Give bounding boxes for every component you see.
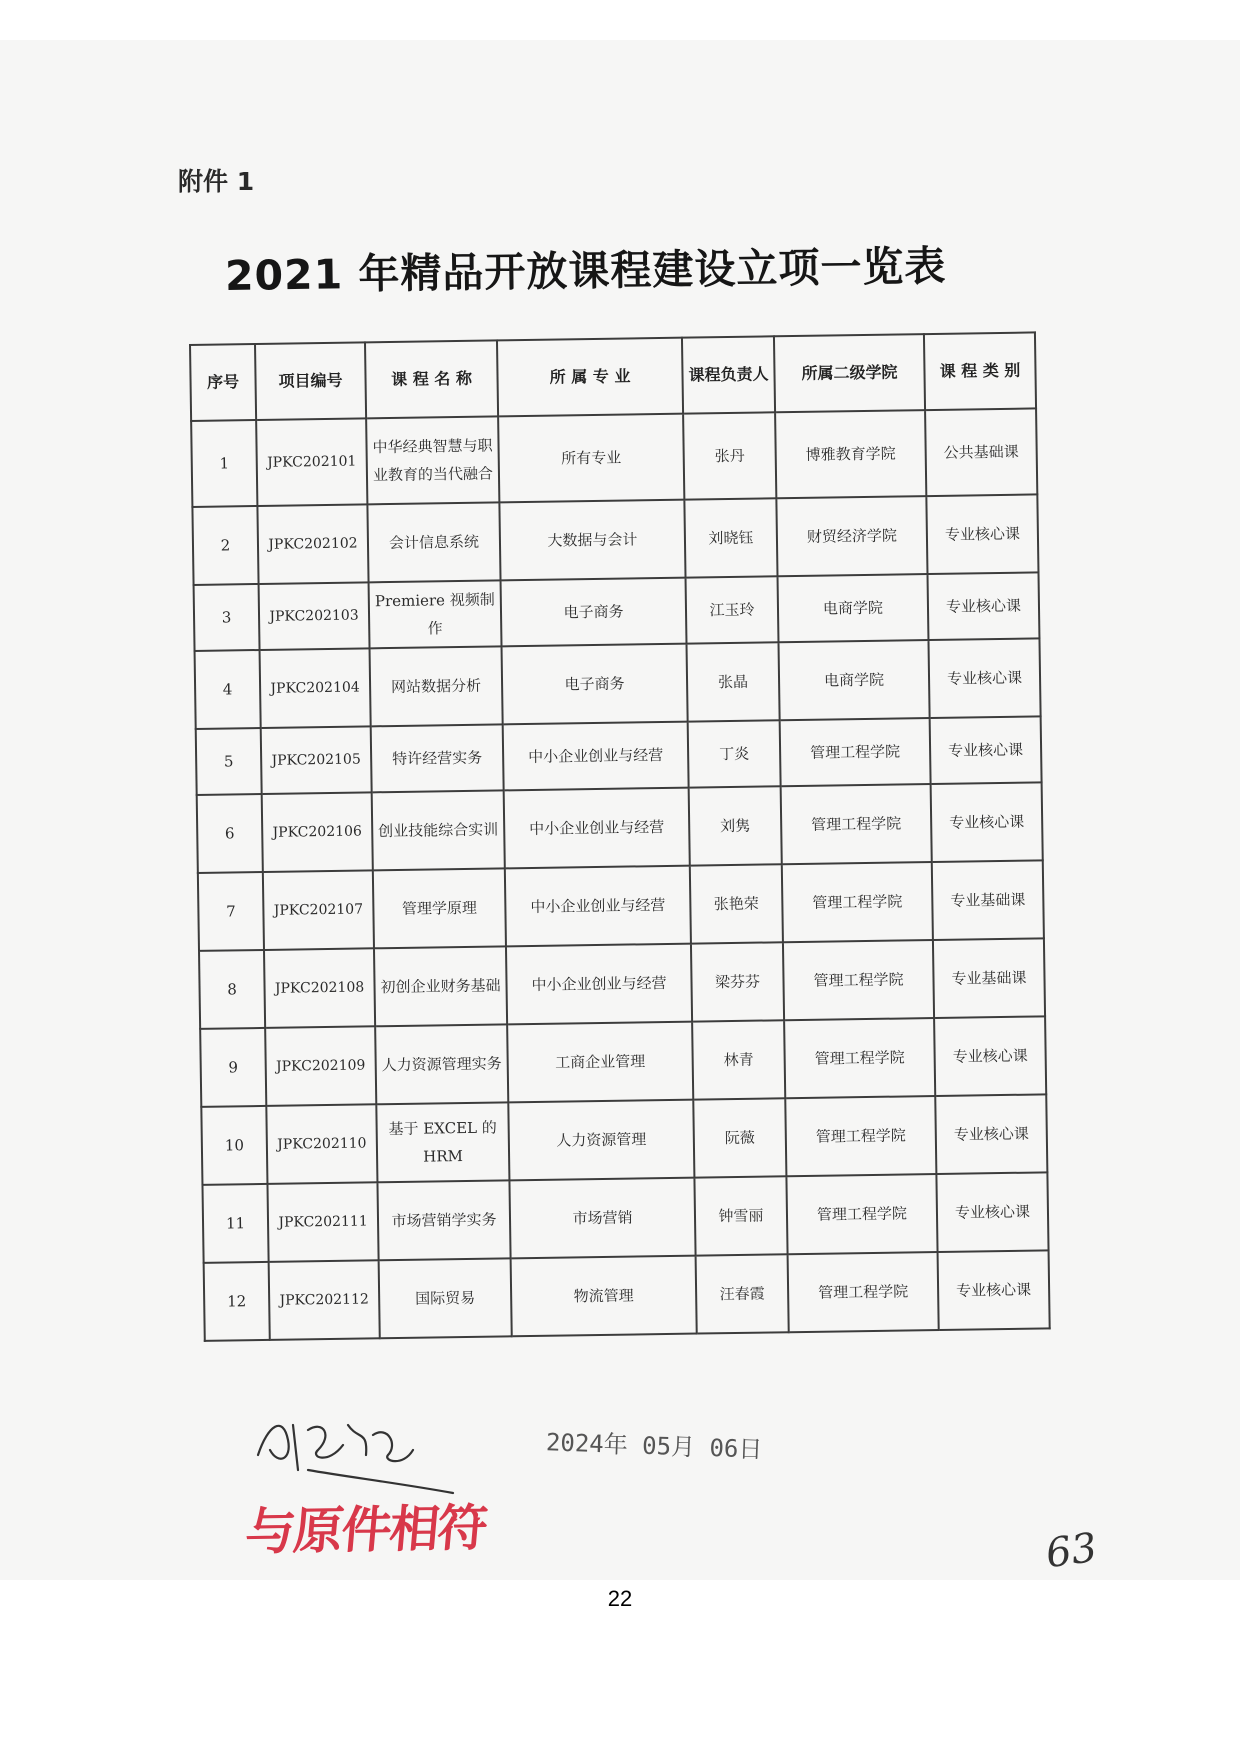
cell-college: 管理工程学院 — [786, 1174, 937, 1254]
attachment-label: 附件 1 — [178, 167, 255, 196]
cell-instructor: 刘晓钰 — [684, 498, 777, 577]
cell-instructor: 丁炎 — [688, 720, 781, 787]
cell-index: 5 — [196, 728, 262, 795]
cell-college: 博雅教育学院 — [775, 410, 926, 498]
cell-category: 专业核心课 — [931, 782, 1043, 862]
table-row — [194, 572, 1040, 651]
cell-course-name: 初创企业财务基础 — [374, 946, 507, 1026]
cell-major: 所有专业 — [498, 414, 684, 503]
cell-major: 中小企业创业与经营 — [506, 944, 692, 1025]
cell-category: 专业核心课 — [926, 494, 1038, 574]
header-instructor: 课程负责人 — [682, 336, 775, 413]
cell-course-name: 中华经典智慧与职业教育的当代融合 — [366, 416, 499, 504]
cell-major: 物流管理 — [511, 1256, 697, 1337]
page-number: 22 — [607, 1586, 633, 1611]
cell-category: 专业核心课 — [935, 1094, 1047, 1174]
header-course-name: 课 程 名 称 — [365, 340, 498, 418]
table-row — [192, 494, 1038, 585]
signature-date: 2024年 05月 06日 — [545, 1428, 763, 1464]
header-project-code: 项目编号 — [255, 342, 366, 420]
cell-instructor: 张艳荣 — [690, 864, 783, 943]
cell-course-name: 特许经营实务 — [371, 724, 504, 792]
cell-course-name: Premiere 视频制作 — [369, 580, 502, 648]
cell-category: 专业核心课 — [938, 1250, 1050, 1330]
cell-course-name: 基于 EXCEL 的 HRM — [376, 1102, 509, 1182]
cell-index: 1 — [191, 420, 257, 507]
cell-project-code: JPKC202112 — [269, 1260, 380, 1340]
cell-college: 管理工程学院 — [782, 862, 933, 942]
cell-college: 管理工程学院 — [783, 940, 934, 1020]
cell-category: 专业核心课 — [928, 638, 1040, 718]
table-row — [198, 860, 1044, 951]
cell-index: 3 — [194, 584, 260, 651]
table-row — [199, 938, 1045, 1029]
cell-major: 中小企业创业与经营 — [505, 866, 691, 947]
cell-college: 电商学院 — [778, 640, 929, 720]
table-row — [197, 782, 1043, 873]
cell-instructor: 张丹 — [683, 412, 776, 499]
cell-index: 2 — [192, 506, 258, 585]
cell-course-name: 会计信息系统 — [367, 502, 500, 582]
cell-project-code: JPKC202110 — [266, 1104, 377, 1184]
cell-college: 管理工程学院 — [784, 1018, 935, 1098]
cell-instructor: 林青 — [692, 1020, 785, 1099]
cell-course-name: 管理学原理 — [373, 868, 506, 948]
handwritten-page-number: 63 — [1043, 1524, 1100, 1578]
cell-instructor: 梁芬芬 — [691, 942, 784, 1021]
cell-course-name: 市场营销学实务 — [377, 1180, 510, 1260]
cell-project-code: JPKC202103 — [259, 582, 370, 650]
cell-index: 10 — [201, 1106, 267, 1185]
cell-project-code: JPKC202106 — [262, 792, 373, 872]
cell-instructor: 江玉玲 — [686, 576, 779, 643]
cell-college: 电商学院 — [778, 574, 929, 642]
table-row — [195, 638, 1041, 729]
header-major: 所 属 专 业 — [497, 338, 683, 417]
cell-project-code: JPKC202108 — [264, 948, 375, 1028]
table-row — [200, 1016, 1046, 1107]
cell-instructor: 钟雪丽 — [694, 1176, 787, 1255]
cell-college: 财贸经济学院 — [776, 496, 927, 576]
cell-project-code: JPKC202105 — [261, 726, 372, 794]
cell-college: 管理工程学院 — [780, 718, 931, 786]
cell-index: 9 — [200, 1028, 266, 1107]
cell-major: 中小企业创业与经营 — [503, 722, 689, 791]
cell-category: 专业核心课 — [927, 572, 1039, 640]
cell-category: 专业基础课 — [932, 860, 1044, 940]
cell-category: 专业基础课 — [933, 938, 1045, 1018]
cell-index: 12 — [204, 1262, 270, 1341]
cell-major: 中小企业创业与经营 — [504, 788, 690, 869]
cell-project-code: JPKC202111 — [267, 1182, 378, 1262]
cell-project-code: JPKC202109 — [265, 1026, 376, 1106]
table-header-row — [190, 332, 1036, 421]
cell-instructor: 汪春霞 — [696, 1254, 789, 1333]
cell-major: 市场营销 — [509, 1178, 695, 1259]
cell-category: 专业核心课 — [936, 1172, 1048, 1252]
cell-course-name: 创业技能综合实训 — [372, 790, 505, 870]
cell-index: 4 — [195, 650, 261, 729]
cell-index: 8 — [199, 950, 265, 1029]
table-row — [191, 408, 1037, 507]
handwritten-signature — [248, 1395, 458, 1495]
cell-project-code: JPKC202102 — [257, 504, 368, 584]
cell-instructor: 张晶 — [687, 642, 780, 721]
document-title: 2021 年精品开放课程建设立项一览表 — [224, 241, 947, 300]
cell-instructor: 阮薇 — [693, 1098, 786, 1177]
cell-major: 工商企业管理 — [507, 1022, 693, 1103]
table-row — [196, 716, 1042, 795]
cell-category: 公共基础课 — [925, 408, 1037, 496]
cell-college: 管理工程学院 — [788, 1252, 939, 1332]
cell-major: 电子商务 — [501, 578, 687, 647]
cell-course-name: 网站数据分析 — [370, 646, 503, 726]
cell-college: 管理工程学院 — [781, 784, 932, 864]
cell-project-code: JPKC202101 — [256, 418, 367, 506]
header-category: 课 程 类 别 — [924, 332, 1036, 410]
table-row — [202, 1172, 1048, 1263]
cell-project-code: JPKC202104 — [260, 648, 371, 728]
cell-college: 管理工程学院 — [785, 1096, 936, 1176]
cell-major: 电子商务 — [502, 644, 688, 725]
course-table — [189, 331, 1051, 1341]
cell-index: 11 — [202, 1184, 268, 1263]
cell-course-name: 国际贸易 — [379, 1258, 512, 1338]
course-table-wrapper — [189, 331, 1049, 1341]
cell-index: 6 — [197, 794, 263, 873]
cell-category: 专业核心课 — [934, 1016, 1046, 1096]
cell-major: 大数据与会计 — [499, 500, 685, 581]
certification-stamp: 与原件相符 — [243, 1497, 489, 1562]
cell-category: 专业核心课 — [930, 716, 1042, 784]
table-row — [204, 1250, 1050, 1341]
table-row — [201, 1094, 1047, 1185]
cell-instructor: 刘隽 — [689, 786, 782, 865]
header-index: 序号 — [190, 344, 256, 421]
cell-index: 7 — [198, 872, 264, 951]
cell-course-name: 人力资源管理实务 — [375, 1024, 508, 1104]
cell-major: 人力资源管理 — [508, 1100, 694, 1181]
header-college: 所属二级学院 — [774, 334, 925, 412]
cell-project-code: JPKC202107 — [263, 870, 374, 950]
